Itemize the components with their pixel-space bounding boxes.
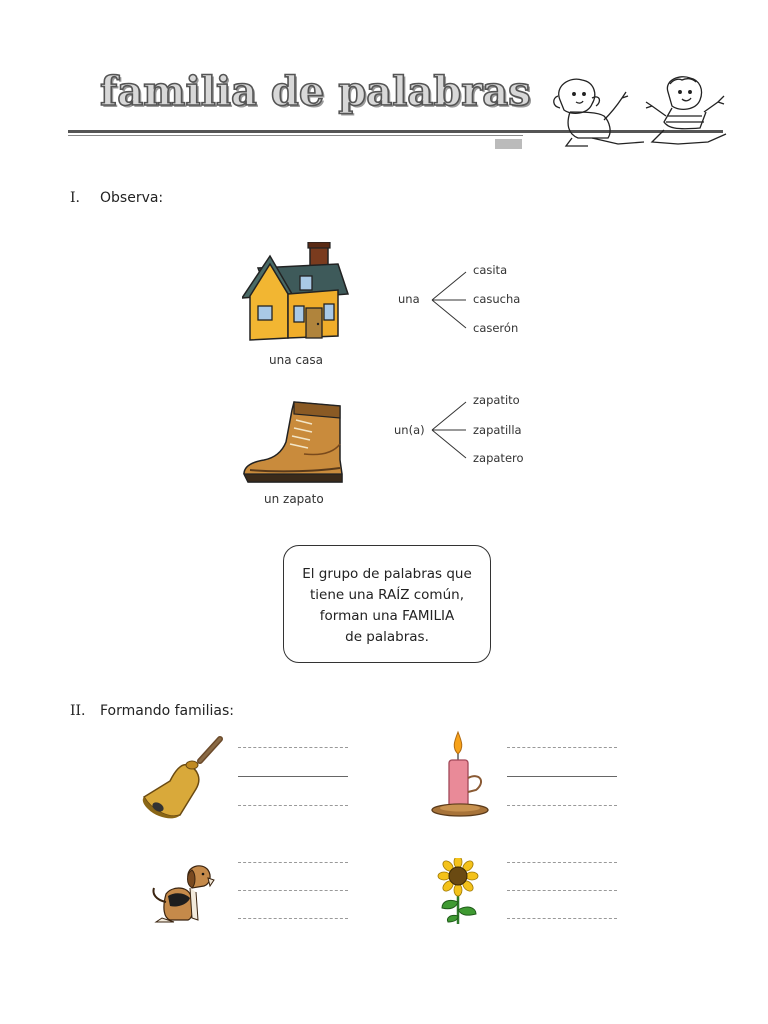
answer-line[interactable] [238,890,348,891]
answer-line[interactable] [507,918,617,919]
answer-line[interactable] [238,918,348,919]
definition-box [283,545,491,663]
word-item: zapatilla [473,423,522,437]
section-2-numeral: II. [70,703,86,719]
section-2-heading [70,703,234,719]
word-item: zapatito [473,393,520,407]
answer-line[interactable] [507,747,617,748]
answer-line[interactable] [238,776,348,777]
dog-icon [148,858,216,924]
answer-line[interactable] [507,776,617,777]
word-tree-branches [428,268,468,332]
house-icon [242,242,350,342]
section-1-numeral: I. [70,190,80,206]
section-1-heading [70,190,163,206]
answer-line[interactable] [238,747,348,748]
sunflower-icon [436,858,480,926]
answer-line[interactable] [507,862,617,863]
image-caption: una casa [269,353,323,367]
word-item: zapatero [473,451,524,465]
boot-icon [242,400,346,486]
definition-line: forman una FAMILIA [319,608,455,624]
definition-line: de palabras. [345,629,429,645]
image-caption: un zapato [264,492,324,506]
definition-line: El grupo de palabras que [302,566,472,582]
word-item: caserón [473,321,519,335]
word-item: casita [473,263,508,277]
answer-line[interactable] [507,805,617,806]
word-item: casucha [473,292,521,306]
answer-line[interactable] [238,862,348,863]
page-title: familia de palabras [100,68,531,115]
bell-icon [140,735,230,821]
answer-line[interactable] [238,805,348,806]
section-2-title: Formando familias: [100,703,235,719]
header-rule-thin [68,135,523,136]
section-1-title: Observa: [100,190,164,206]
header-rule-block [495,139,522,149]
candle-icon [430,730,494,820]
answer-line[interactable] [507,890,617,891]
children-illustration-icon [548,72,738,152]
definition-line: tiene una RAÍZ común, [309,587,464,603]
article-label: un(a) [394,423,425,437]
word-tree-branches [428,398,468,462]
article-label: una [398,292,420,306]
